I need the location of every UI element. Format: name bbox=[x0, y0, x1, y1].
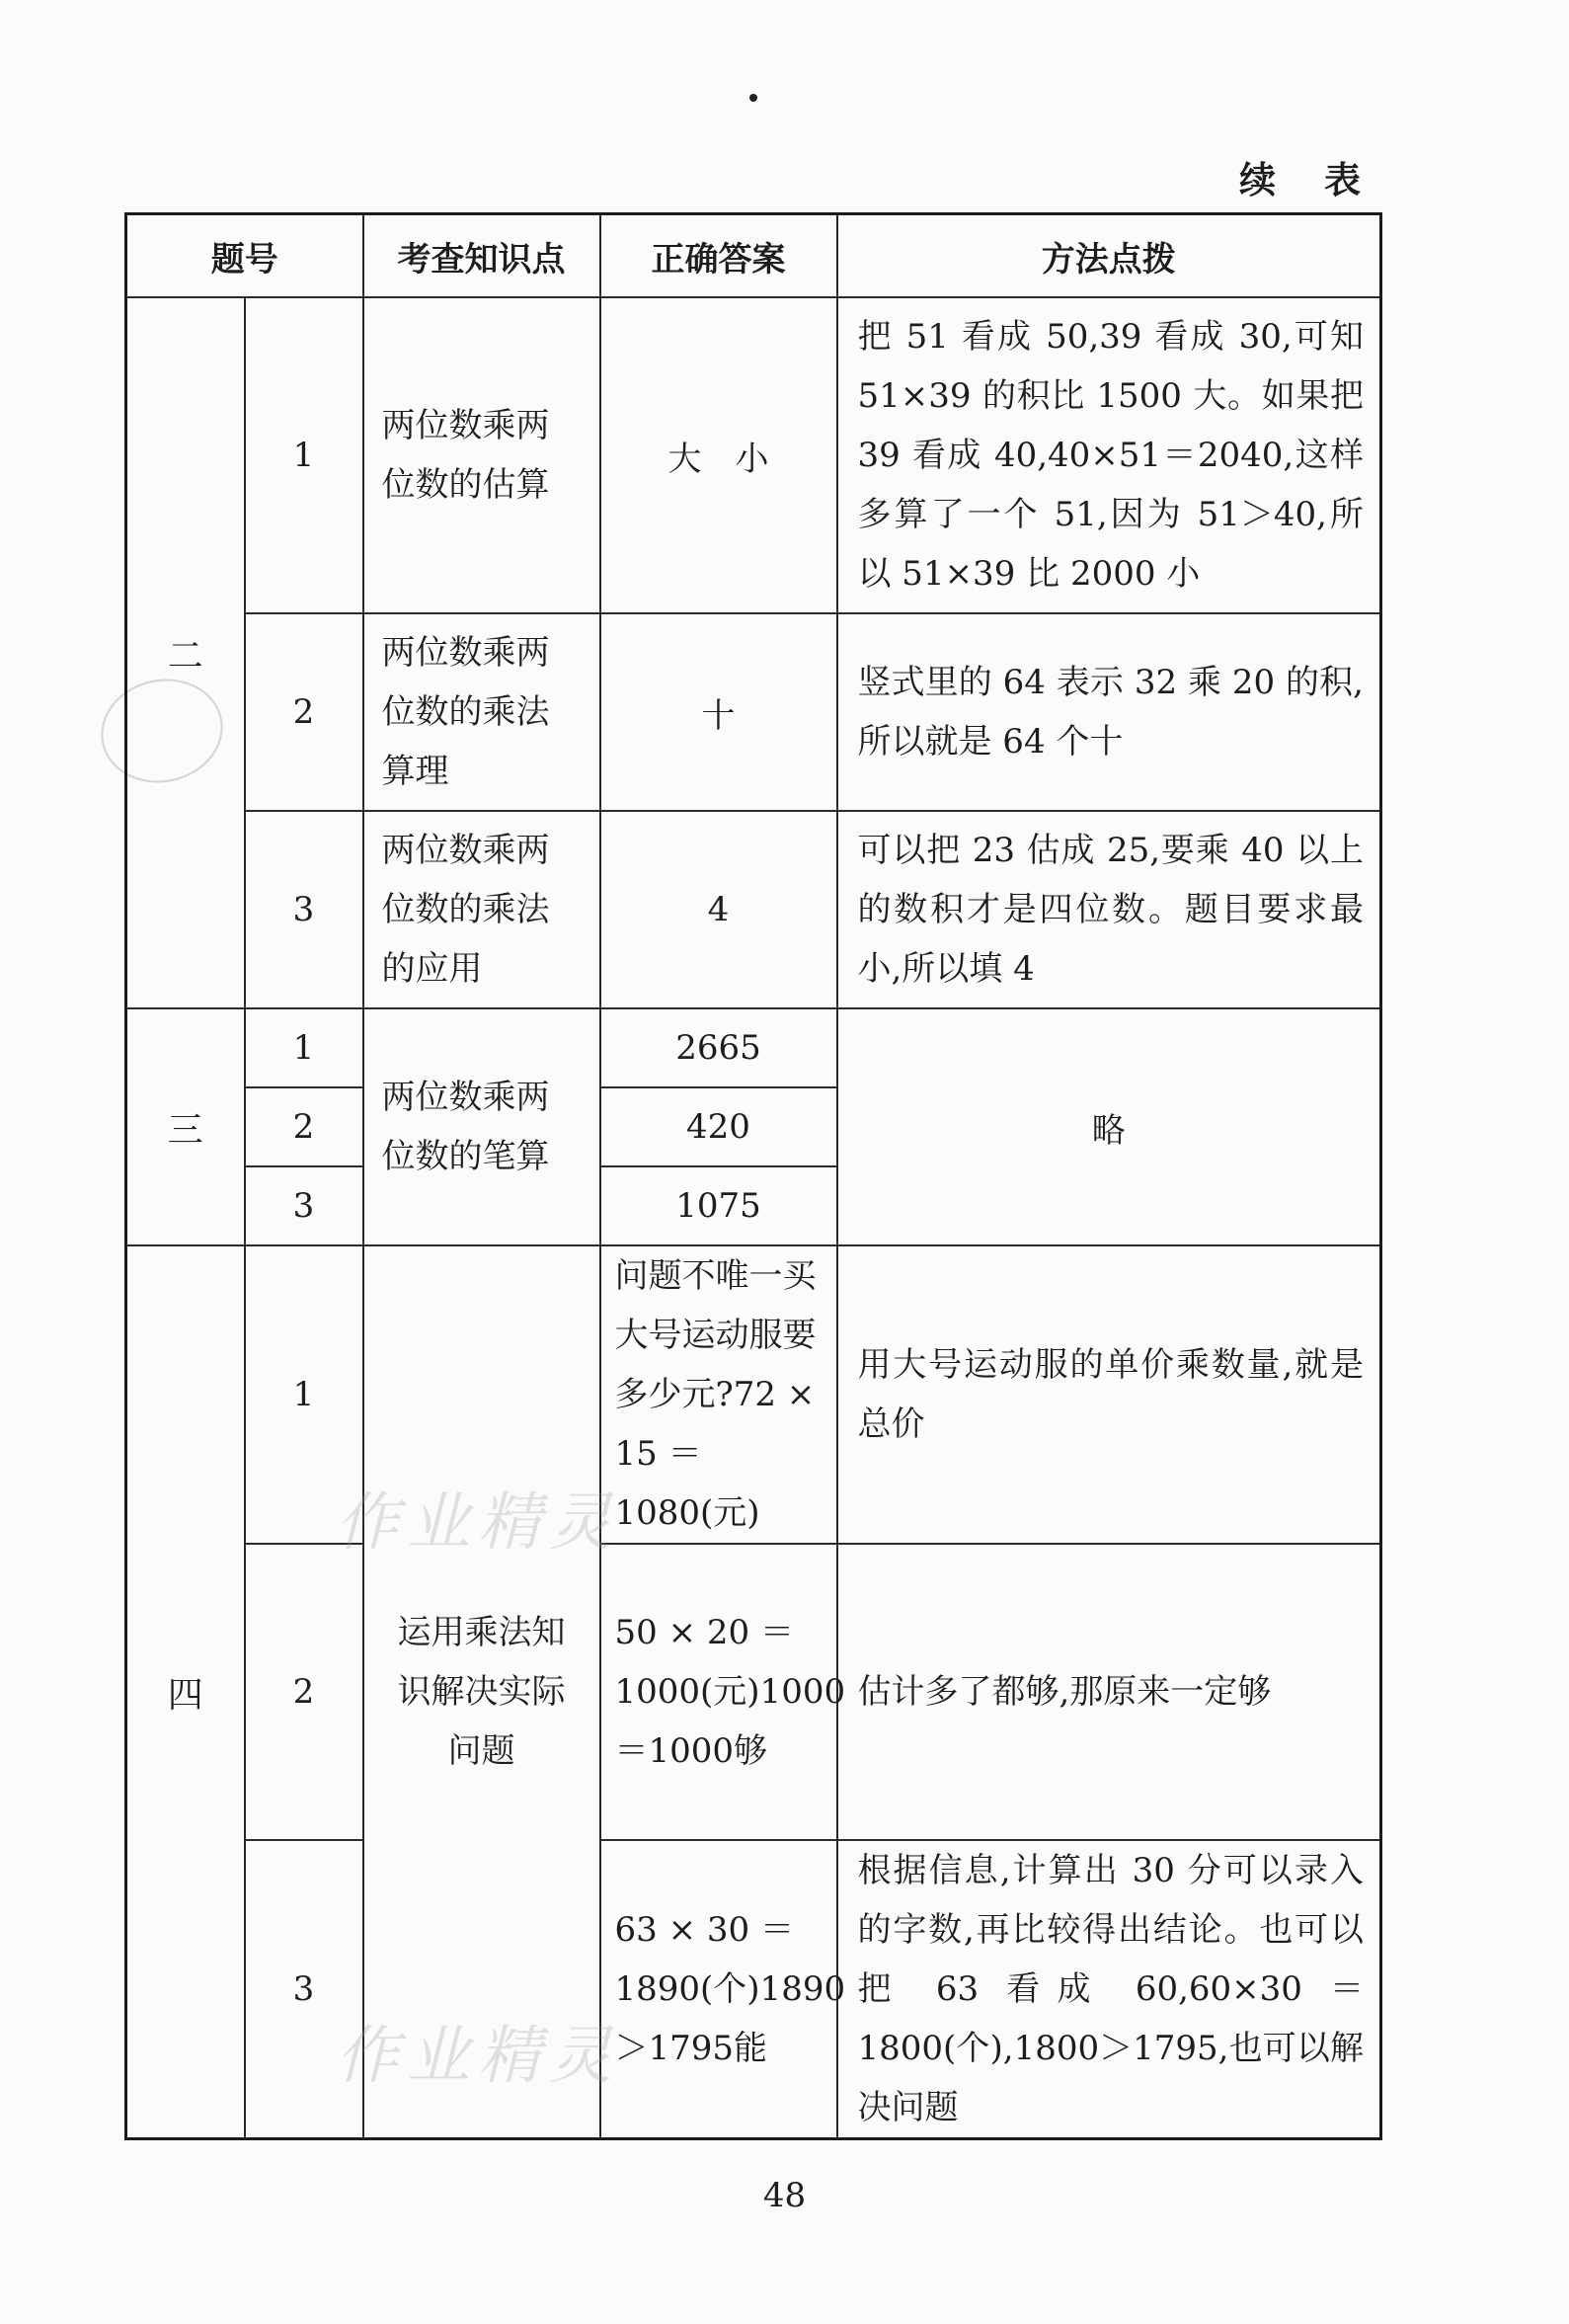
section-label: 三 bbox=[126, 1008, 245, 1245]
section-label: 四 bbox=[126, 1245, 245, 2139]
answer: 1075 bbox=[600, 1166, 837, 1245]
table-row bbox=[126, 1840, 1381, 2139]
answer-table bbox=[124, 212, 1382, 2140]
question-number: 1 bbox=[245, 297, 363, 613]
header-answer: 正确答案 bbox=[600, 214, 837, 298]
method-tip: 根据信息,计算出 30 分可以录入的字数,再比较得出结论。也可以把 63 看成 60,60×30 ＝ 1800(个),1800＞1795,也可以解决问题 bbox=[837, 1840, 1381, 2139]
knowledge-point: 两位数乘两位数的笔算 bbox=[363, 1008, 600, 1245]
header-row bbox=[126, 214, 1381, 298]
question-number: 1 bbox=[245, 1245, 363, 1544]
table-row bbox=[126, 811, 1381, 1008]
method-tip: 竖式里的 64 表示 32 乘 20 的积,所以就是 64 个十 bbox=[837, 613, 1381, 811]
method-tip: 用大号运动服的单价乘数量,就是总价 bbox=[837, 1245, 1381, 1544]
answer: 2665 bbox=[600, 1008, 837, 1087]
question-number: 3 bbox=[245, 1166, 363, 1245]
answer: 50 × 20 ＝1000(元)1000＝1000够 bbox=[600, 1544, 837, 1840]
table-row bbox=[126, 1245, 1381, 1544]
page-number: 48 bbox=[762, 2176, 807, 2215]
method-tip: 把 51 看成 50,39 看成 30,可知 51×39 的积比 1500 大。如果把 39 看成 40,40×51＝2040,这样多算了一个 51,因为 51＞40,所以 51×39 比 2000 小 bbox=[837, 297, 1381, 613]
table-row bbox=[126, 297, 1381, 613]
decorative-dot bbox=[749, 94, 757, 102]
question-number: 3 bbox=[245, 811, 363, 1008]
question-number: 2 bbox=[245, 613, 363, 811]
question-number: 2 bbox=[245, 1544, 363, 1840]
answer: 问题不唯一买大号运动服要多少元?72 × 15 ＝1080(元) bbox=[600, 1245, 837, 1544]
table-row bbox=[126, 1544, 1381, 1840]
method-tip: 可以把 23 估成 25,要乘 40 以上的数积才是四位数。题目要求最小,所以填 4 bbox=[837, 811, 1381, 1008]
answer: 420 bbox=[600, 1087, 837, 1166]
answer: 十 bbox=[600, 613, 837, 811]
answer: 大 小 bbox=[600, 297, 837, 613]
table-row bbox=[126, 613, 1381, 811]
watermark: 作业精灵 bbox=[336, 2020, 620, 2093]
watermark: 作业精灵 bbox=[336, 1486, 620, 1560]
header-question-number: 题号 bbox=[126, 214, 363, 298]
answer: 4 bbox=[600, 811, 837, 1008]
header-knowledge: 考查知识点 bbox=[363, 214, 600, 298]
question-number: 2 bbox=[245, 1087, 363, 1166]
knowledge-point: 运用乘法知识解决实际问题 bbox=[363, 1245, 600, 2139]
header-method: 方法点拨 bbox=[837, 214, 1381, 298]
method-tip: 略 bbox=[837, 1008, 1381, 1245]
continued-label: 续 表 bbox=[1239, 158, 1378, 201]
knowledge-point: 两位数乘两位数的估算 bbox=[363, 297, 600, 613]
method-tip: 估计多了都够,那原来一定够 bbox=[837, 1544, 1381, 1840]
section-label: 二 bbox=[126, 297, 245, 1008]
question-number: 1 bbox=[245, 1008, 363, 1087]
question-number: 3 bbox=[245, 1840, 363, 2139]
knowledge-point: 两位数乘两位数的乘法的应用 bbox=[363, 811, 600, 1008]
table-row bbox=[126, 1008, 1381, 1087]
answer: 63 × 30 ＝1890(个)1890＞1795能 bbox=[600, 1840, 837, 2139]
knowledge-point: 两位数乘两位数的乘法算理 bbox=[363, 613, 600, 811]
